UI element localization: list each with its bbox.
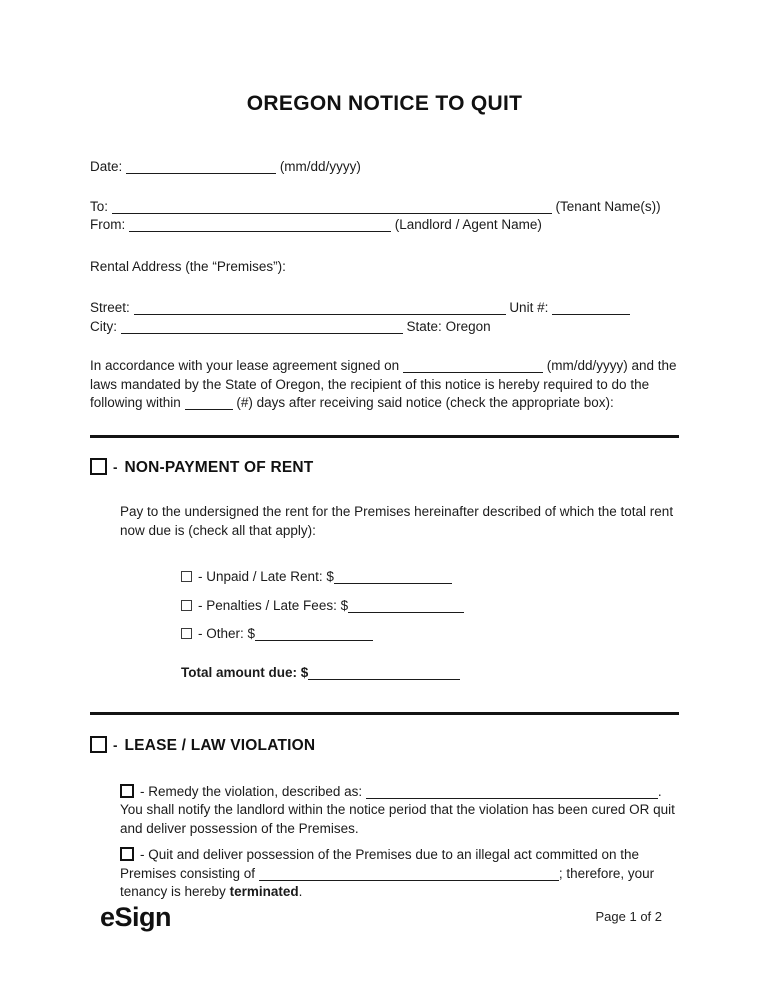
tenant-name-hint: (Tenant Name(s)) (555, 198, 661, 214)
from-row (90, 216, 679, 235)
total-due-field[interactable] (308, 668, 460, 680)
landlord-name-field[interactable] (129, 220, 391, 232)
city-row (90, 318, 679, 337)
city-field[interactable] (121, 322, 403, 334)
intro-text-3: (#) days after receiving said notice (check the appropriate box): (236, 395, 614, 410)
dash: - (113, 459, 118, 475)
unpaid-rent-row (181, 568, 679, 587)
date-field[interactable] (126, 162, 276, 174)
lease-intro-paragraph (90, 357, 679, 413)
page-footer (100, 902, 662, 932)
city-label: City: (90, 318, 117, 334)
date-row (90, 158, 679, 177)
quit-paragraph (120, 846, 678, 902)
to-label: To: (90, 198, 109, 214)
state-value: Oregon (445, 318, 491, 334)
parties-block (90, 198, 679, 235)
section-divider (90, 712, 679, 715)
quit-punct: . (298, 884, 303, 899)
rental-address-heading: Rental Address (the “Premises”): (90, 258, 286, 274)
late-fees-amount-field[interactable] (348, 601, 464, 613)
late-fees-row (181, 597, 679, 616)
late-fees-label: - Penalties / Late Fees: $ (198, 597, 349, 613)
street-label: Street: (90, 300, 130, 315)
intro-text-2: (mm/dd/yyyy) and the laws mandated by the State of Oregon, the recipient of this notice is hereby required to do the following within (90, 358, 677, 410)
to-row (90, 198, 679, 217)
other-checkbox[interactable] (181, 628, 192, 639)
nonpayment-heading-row (90, 458, 679, 478)
remedy-instructions: You shall notify the landlord within the notice period that the violation has been cured OR quit and deliver possession of the Premises. (120, 802, 675, 836)
unit-label: Unit #: (509, 300, 549, 315)
lease-date-field[interactable] (403, 361, 543, 373)
total-due-row (181, 664, 679, 683)
remedy-label: - Remedy the violation, described as: (140, 783, 363, 799)
violation-heading-row (90, 736, 679, 756)
unpaid-rent-label: - Unpaid / Late Rent: $ (198, 569, 334, 584)
remedy-checkbox[interactable] (120, 784, 134, 798)
intro-text-1: In accordance with your lease agreement signed on (90, 358, 400, 373)
section-divider (90, 435, 679, 438)
street-field[interactable] (134, 303, 506, 315)
unpaid-rent-amount-field[interactable] (334, 572, 452, 584)
state-label: State: (406, 318, 442, 334)
violation-description-field[interactable] (366, 787, 658, 799)
page-number: Page 1 of 2 (595, 909, 662, 924)
quit-checkbox[interactable] (120, 847, 134, 861)
tenant-name-field[interactable] (112, 202, 552, 214)
unit-field[interactable] (552, 303, 630, 315)
from-label: From: (90, 217, 126, 232)
violation-heading: LEASE / LAW VIOLATION (124, 737, 316, 754)
illegal-act-field[interactable] (259, 869, 559, 881)
esign-logo: eSign (100, 902, 172, 932)
landlord-name-hint: (Landlord / Agent Name) (394, 217, 542, 232)
address-block (90, 299, 679, 336)
total-due-label: Total amount due: $ (181, 664, 309, 680)
nonpayment-heading: NON-PAYMENT OF RENT (124, 458, 314, 476)
quit-text-2: ; therefore, your tenancy is hereby (120, 865, 655, 899)
date-label: Date: (90, 159, 123, 174)
quit-text-1: - Quit and deliver possession of the Premises due to an illegal act committed on the Premises consisting of (120, 847, 640, 881)
violation-checkbox[interactable] (90, 736, 107, 753)
nonpayment-checkbox[interactable] (90, 458, 107, 475)
terminated-text: terminated (229, 884, 299, 899)
remedy-row (120, 783, 679, 802)
other-label: - Other: $ (198, 626, 256, 641)
notice-days-field[interactable] (185, 398, 233, 410)
unpaid-rent-checkbox[interactable] (181, 571, 192, 582)
nonpayment-instructions: Pay to the undersigned the rent for the Premises hereinafter described of which the total rent now due is (check all that apply): (120, 504, 674, 538)
other-amount-field[interactable] (255, 629, 373, 641)
late-fees-checkbox[interactable] (181, 600, 192, 611)
page-title: OREGON NOTICE TO QUIT (246, 92, 523, 115)
remedy-block (120, 783, 679, 902)
date-format-hint: (mm/dd/yyyy) (279, 159, 361, 174)
street-row (90, 299, 679, 318)
other-row (181, 625, 679, 644)
remedy-punct: . (657, 783, 662, 799)
dash: - (113, 738, 118, 753)
